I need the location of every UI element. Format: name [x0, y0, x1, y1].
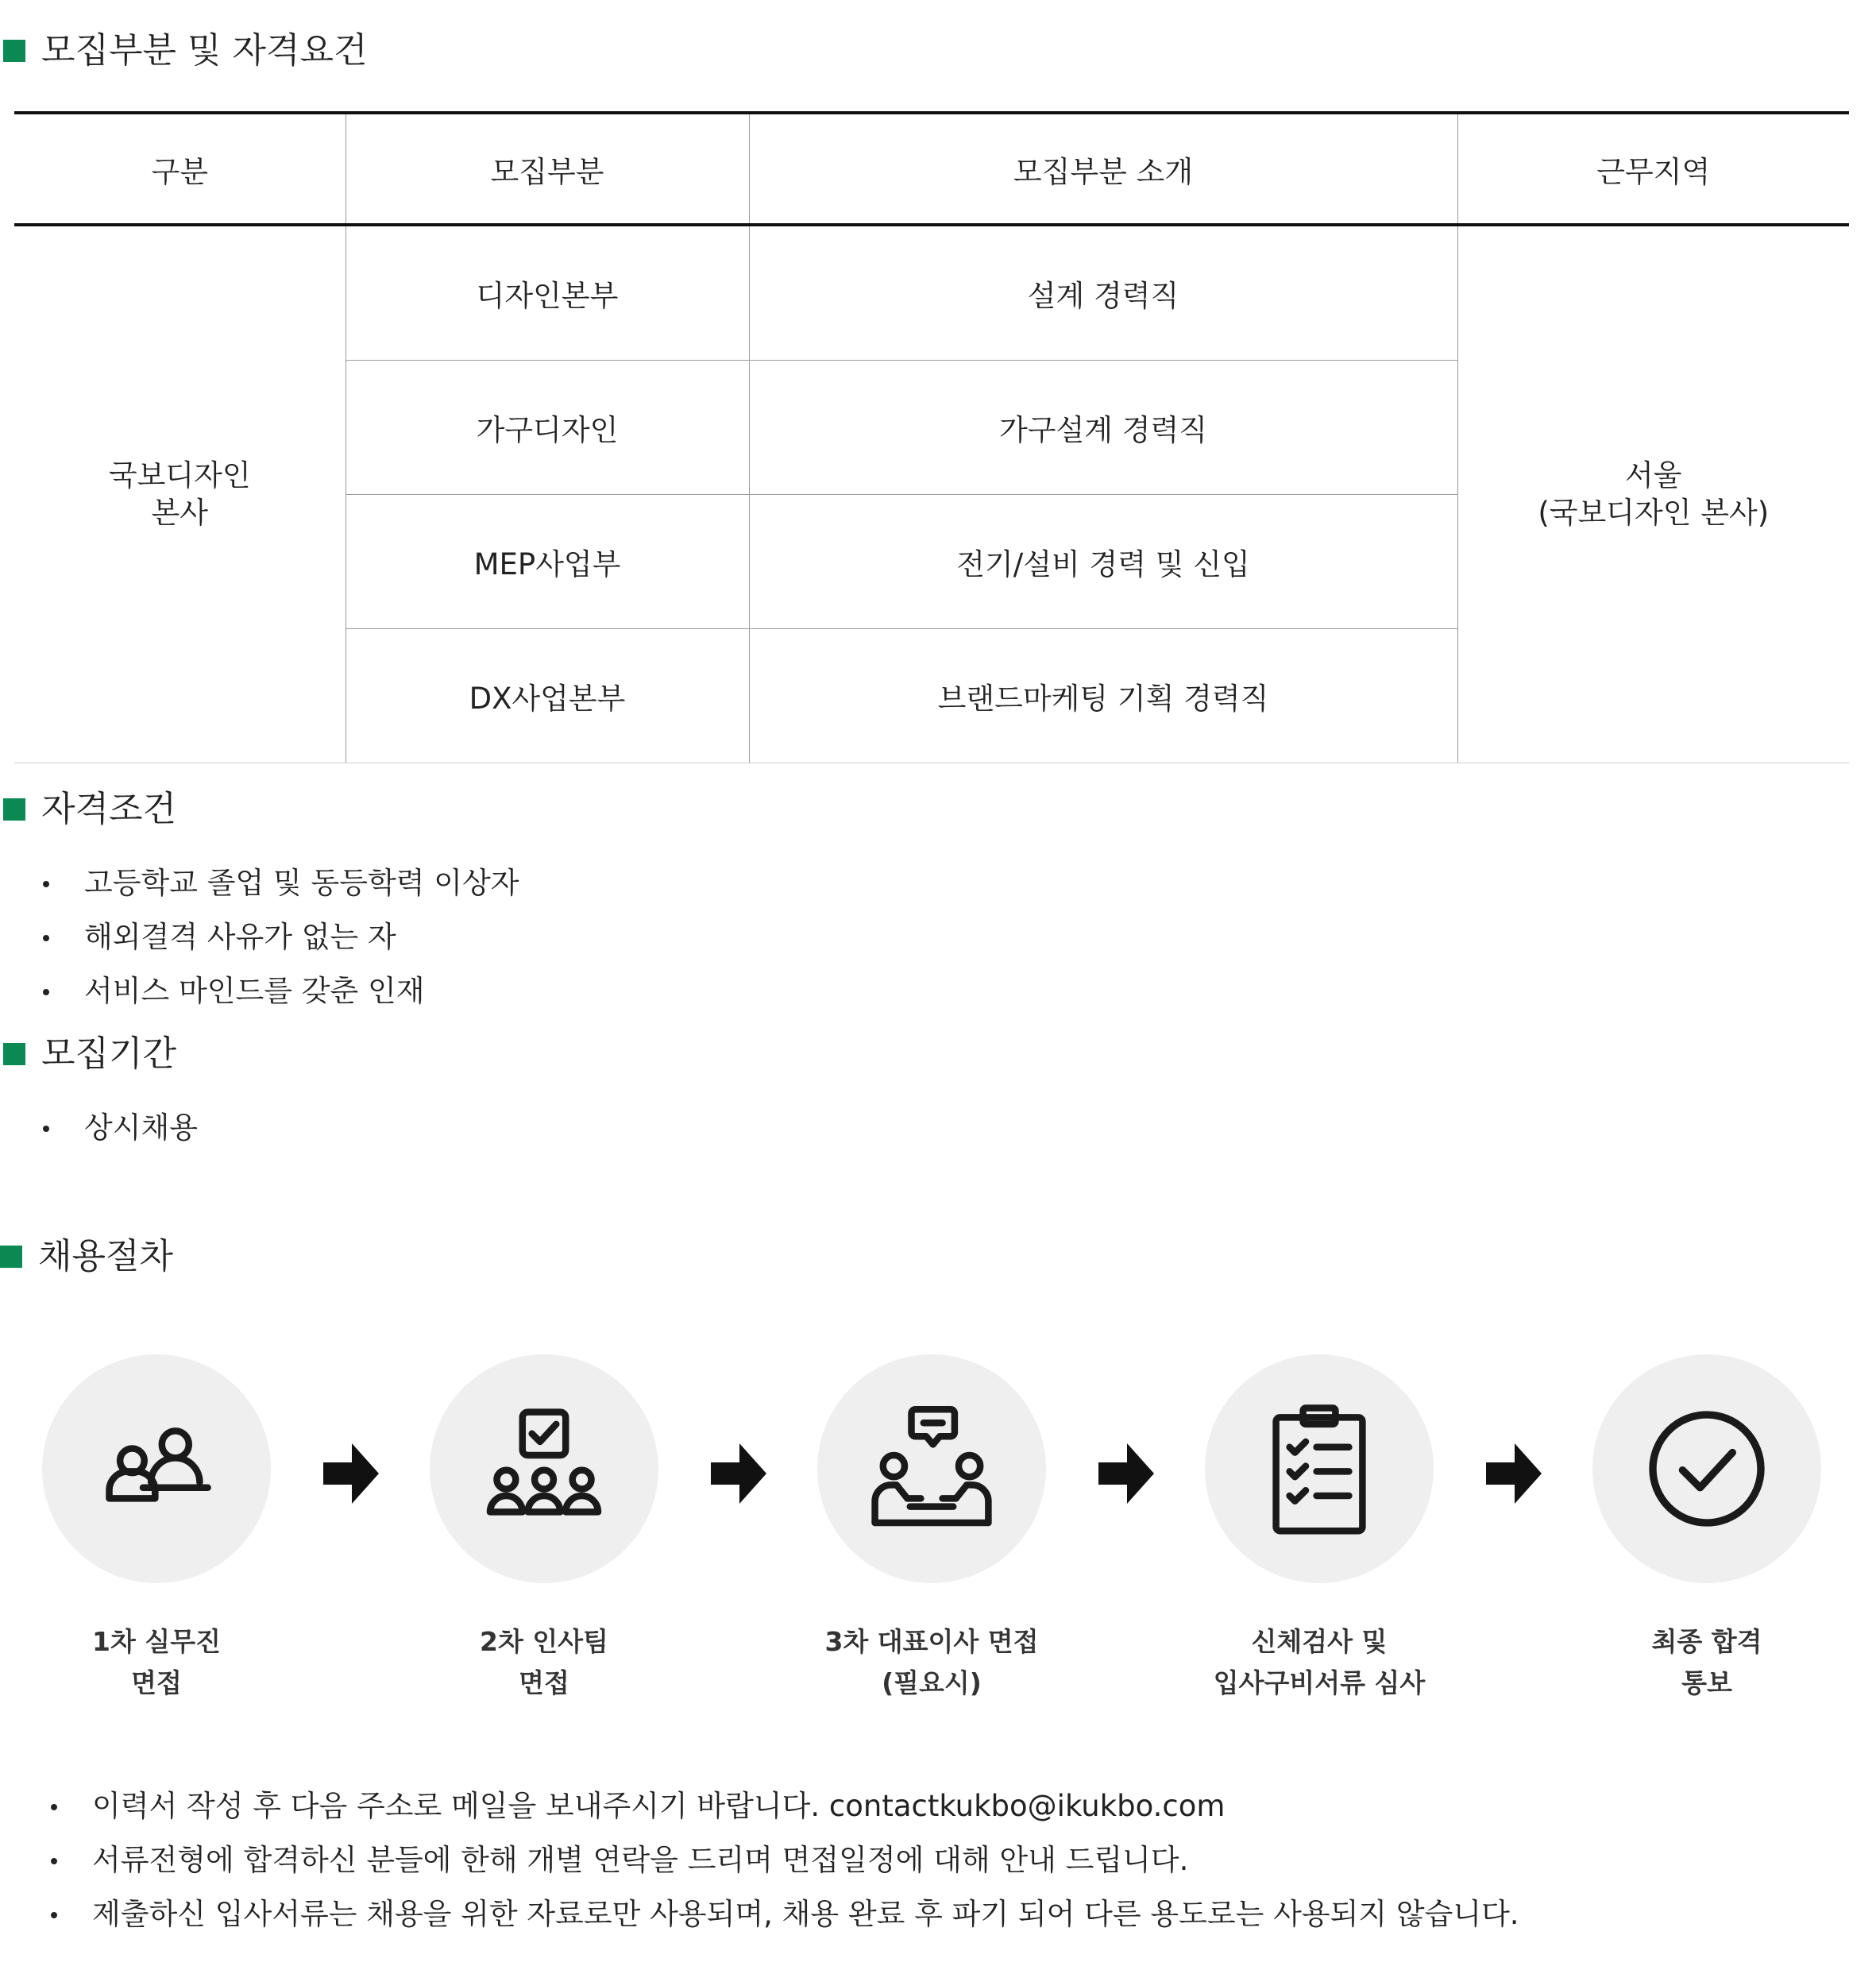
- list-item: 고등학교 졸업 및 동등학력 이상자: [40, 856, 519, 910]
- intro-cell: 브랜드마케팅 기획 경력직: [749, 629, 1457, 763]
- process-step: [41, 1354, 272, 1704]
- region-line1: 서울: [1625, 458, 1682, 493]
- green-square-bullet-icon: [3, 40, 25, 62]
- section-heading-process: [0, 1236, 174, 1277]
- recruit-table: [14, 111, 1849, 763]
- arrow-right-icon: [711, 1443, 766, 1504]
- header-region: 근무지역: [1457, 113, 1849, 225]
- table-header-row: [14, 113, 1849, 225]
- step-circle: [1205, 1354, 1434, 1583]
- step-label: [429, 1621, 659, 1704]
- step-label-line2: (필요시): [882, 1667, 982, 1698]
- step-label-line2: 면접: [519, 1667, 569, 1698]
- step-label-line1: 최종 합격: [1651, 1626, 1762, 1657]
- dept-cell: DX사업본부: [345, 629, 749, 763]
- header-dept: 모집부분: [345, 113, 749, 225]
- list-item: 이력서 작성 후 다음 주소로 메일을 보내주시기 바랍니다. contactkukbo@ikukbo.com: [48, 1779, 1519, 1833]
- clipboard-checklist-icon: [1252, 1401, 1387, 1536]
- step-circle: [430, 1354, 658, 1583]
- list-item: 해외결격 사유가 없는 자: [40, 910, 519, 964]
- step-label-line2: 입사구비서류 심사: [1213, 1667, 1426, 1698]
- step-label: [1204, 1621, 1434, 1704]
- table-row: [14, 225, 1849, 361]
- section-title: 모집부분 및 자격요건: [41, 30, 368, 71]
- process-step: [1592, 1354, 1822, 1704]
- step-label-line1: 신체검사 및: [1251, 1626, 1388, 1657]
- green-square-bullet-icon: [3, 1043, 25, 1065]
- list-item: 서류전형에 합격하신 분들에 한해 개별 연락을 드리며 면접일정에 대해 안내 드립니다.: [48, 1833, 1519, 1887]
- division-line1: 국보디자인: [108, 458, 251, 493]
- dept-cell: 가구디자인: [345, 361, 749, 495]
- region-cell: [1457, 225, 1849, 763]
- step-label-line1: 3차 대표이사 면접: [824, 1626, 1039, 1657]
- list-item: 제출하신 입사서류는 채용을 위한 자료로만 사용되며, 채용 완료 후 파기 되어 다른 용도로는 사용되지 않습니다.: [48, 1887, 1519, 1941]
- list-item: 서비스 마인드를 갖춘 인재: [40, 964, 519, 1018]
- arrow-right-icon: [1486, 1443, 1542, 1504]
- header-division: 구분: [14, 113, 345, 225]
- section-title: 모집기간: [41, 1033, 177, 1074]
- division-line2: 본사: [151, 495, 208, 530]
- section-title: 자격조건: [41, 789, 177, 829]
- step-circle: [42, 1354, 271, 1583]
- section-heading-period: [3, 1033, 177, 1074]
- process-step: [1204, 1354, 1434, 1704]
- team-checkbox-icon: [477, 1401, 612, 1536]
- step-label-line2: 면접: [131, 1667, 182, 1698]
- intro-cell: 전기/설비 경력 및 신입: [749, 495, 1457, 629]
- check-circle-icon: [1639, 1401, 1774, 1536]
- arrow-right-icon: [323, 1443, 379, 1504]
- list-item: 상시채용: [40, 1101, 198, 1155]
- arrow-right-icon: [1098, 1443, 1154, 1504]
- step-circle: [817, 1354, 1046, 1583]
- step-circle: [1592, 1354, 1821, 1583]
- process-steps: [41, 1354, 1820, 1698]
- section-title: 채용절차: [38, 1236, 174, 1277]
- green-square-bullet-icon: [0, 1246, 22, 1268]
- section-heading-recruit: [3, 30, 368, 71]
- region-line2: (국보디자인 본사): [1538, 495, 1770, 530]
- step-label-line1: 2차 인사팀: [480, 1626, 608, 1657]
- header-intro: 모집부분 소개: [749, 113, 1457, 225]
- intro-cell: 설계 경력직: [749, 225, 1457, 361]
- intro-cell: 가구설계 경력직: [749, 361, 1457, 495]
- dept-cell: 디자인본부: [345, 225, 749, 361]
- process-step: [429, 1354, 659, 1704]
- qualification-list: [40, 856, 519, 1018]
- period-list: [40, 1101, 198, 1155]
- people-interview-icon: [89, 1401, 224, 1536]
- meeting-discussion-icon: [864, 1401, 999, 1536]
- section-heading-qualification: [3, 789, 177, 829]
- green-square-bullet-icon: [3, 798, 25, 821]
- step-label: [1592, 1621, 1822, 1704]
- process-step: [816, 1354, 1047, 1704]
- step-label-line1: 1차 실무진: [92, 1626, 221, 1657]
- dept-cell: MEP사업부: [345, 495, 749, 629]
- step-label: [41, 1621, 272, 1704]
- notes-list: [48, 1779, 1519, 1941]
- division-cell: [14, 225, 345, 763]
- step-label: [816, 1621, 1047, 1704]
- step-label-line2: 통보: [1681, 1667, 1732, 1698]
